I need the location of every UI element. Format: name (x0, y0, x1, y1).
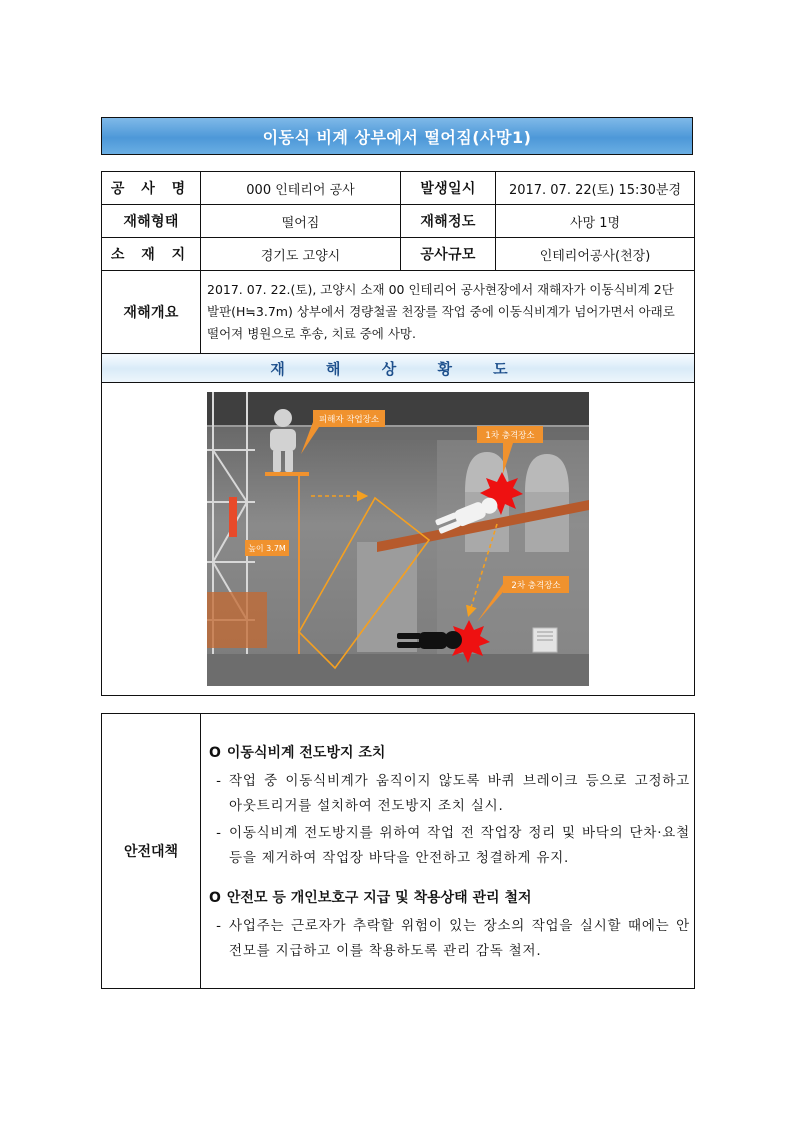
svg-text:피해자 작업장소: 피해자 작업장소 (318, 415, 380, 425)
floor (207, 654, 589, 686)
safety-section-1-title: O 이동식비계 전도방지 조치 (209, 745, 386, 761)
label-height (245, 540, 289, 556)
safety-item: - 이동식비계 전도방지를 위하여 작업 전 작업장 정리 및 바닥의 단차·요철 등을 제거하여 작업장 바닥을 안전하고 청결하게 유지. (216, 825, 690, 866)
location-label: 소 재 지 (102, 238, 201, 271)
date-value: 2017. 07. 22(토) 15:30분경 (496, 172, 695, 205)
accident-type-value: 떨어짐 (201, 205, 401, 238)
location-value: 경기도 고양시 (201, 238, 401, 271)
construction-name-label: 공 사 명 (102, 172, 201, 205)
page-title: 이동식 비계 상부에서 떨어짐(사망1) (101, 117, 693, 155)
summary-text: 2017. 07. 22.(토), 고양시 소재 00 인테리어 공사현장에서 재해자가 이동식비계 2단 발판(H≒3.7m) 상부에서 경량철골 천장를 작업 중에 이동식비계가 넘어가면서 아래로 떨어져 병원으로 후송, 치료 중에 사망. (201, 271, 695, 354)
situation-diagram (207, 392, 589, 686)
circle-marker-icon: O (209, 890, 221, 906)
svg-text:1차 충격장소: 1차 충격장소 (485, 431, 535, 441)
svg-text:높이 3.7M: 높이 3.7M (248, 544, 286, 553)
scale-value: 인테리어공사(천장) (496, 238, 695, 271)
accident-type-label: 재해형태 (102, 205, 201, 238)
svg-text:2차 충격장소: 2차 충격장소 (511, 581, 561, 591)
date-label: 발생일시 (401, 172, 496, 205)
safety-section-2-title: O 안전모 등 개인보호구 지급 및 착용상태 관리 철저 (209, 890, 532, 906)
scaffold-orange-panel (207, 592, 267, 648)
scale-label: 공사규모 (401, 238, 496, 271)
worker-on-scaffold (229, 497, 237, 537)
safety-item: - 사업주는 근로자가 추락할 위험이 있는 장소의 작업을 실시할 때에는 안전모를 지급하고 이를 착용하도록 관리 감독 철저. (216, 918, 690, 959)
accident-info-table (101, 171, 695, 696)
situation-header: 재 해 상 황 도 (102, 354, 695, 383)
ceiling (207, 392, 589, 426)
safety-item: - 작업 중 이동식비계가 움직이지 않도록 바퀴 브레이크 등으로 고정하고 아웃트리거를 설치하여 전도방지 조치 실시. (216, 773, 690, 814)
construction-name-value: 000 인테리어 공사 (201, 172, 401, 205)
severity-label: 재해정도 (401, 205, 496, 238)
safety-content (201, 714, 695, 989)
safety-label: 안전대책 (102, 714, 201, 989)
situation-diagram-cell (102, 383, 695, 696)
circle-marker-icon: O (209, 745, 221, 761)
scaffold-platform (265, 472, 309, 476)
safety-measures-table (101, 713, 695, 989)
summary-label: 재해개요 (102, 271, 201, 354)
severity-value: 사망 1명 (496, 205, 695, 238)
